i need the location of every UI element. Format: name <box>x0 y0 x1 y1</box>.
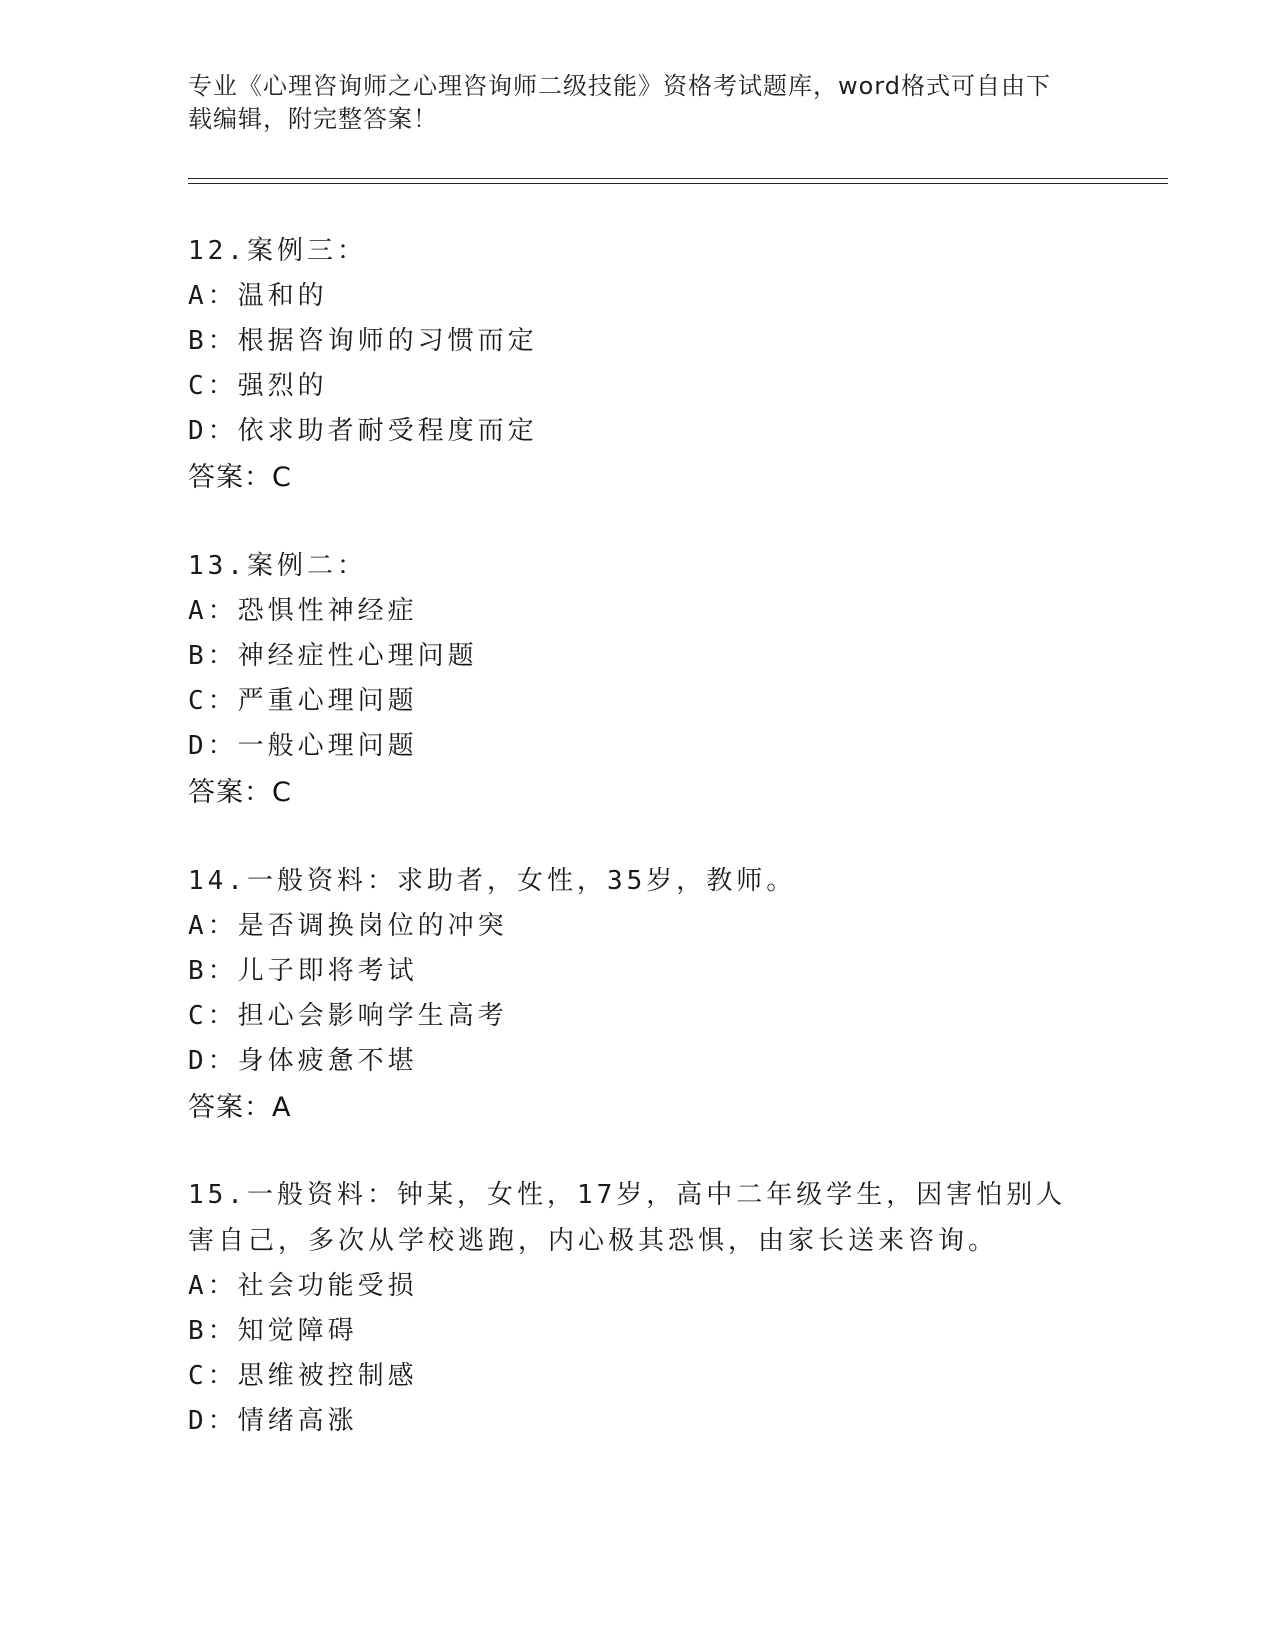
option-a: A：社会功能受损 <box>188 1271 418 1301</box>
option-c: C：严重心理问题 <box>188 686 418 716</box>
option-b: B：知觉障碍 <box>188 1316 358 1346</box>
header-rule-bottom <box>188 183 1168 184</box>
option-d: D：依求助者耐受程度而定 <box>188 416 538 446</box>
question-stem-14: 14.一般资料：求助者，女性，35岁，教师。 <box>188 866 797 896</box>
option-c: C：思维被控制感 <box>188 1361 418 1391</box>
option-d: D：身体疲惫不堪 <box>188 1046 418 1076</box>
header-rule-top <box>188 178 1168 179</box>
option-b: B：神经症性心理问题 <box>188 641 478 671</box>
answer-13: 答案：C <box>188 777 292 808</box>
document-header: 专业《心理咨询师之心理咨询师二级技能》资格考试题库，word格式可自由下载编辑，附完整答案！ <box>188 72 1051 133</box>
option-b: B：儿子即将考试 <box>188 956 418 986</box>
option-a: A：是否调换岗位的冲突 <box>188 911 508 941</box>
option-d: D：一般心理问题 <box>188 731 418 761</box>
question-stem-15: 15.一般资料：钟某，女性，17岁，高中二年级学生，因害怕别人害自己，多次从学校逃跑，内心极其恐惧，由家长送来咨询。 <box>188 1180 1067 1256</box>
question-stem-12: 12.案例三： <box>188 236 367 266</box>
question-stem-13: 13.案例二： <box>188 551 367 581</box>
option-a: A：温和的 <box>188 281 328 311</box>
option-a: A：恐惧性神经症 <box>188 596 418 626</box>
option-d: D：情绪高涨 <box>188 1406 358 1436</box>
answer-14: 答案：A <box>188 1092 292 1123</box>
option-c: C：担心会影响学生高考 <box>188 1001 508 1031</box>
answer-12: 答案：C <box>188 462 292 493</box>
option-b: B：根据咨询师的习惯而定 <box>188 326 538 356</box>
option-c: C：强烈的 <box>188 371 328 401</box>
